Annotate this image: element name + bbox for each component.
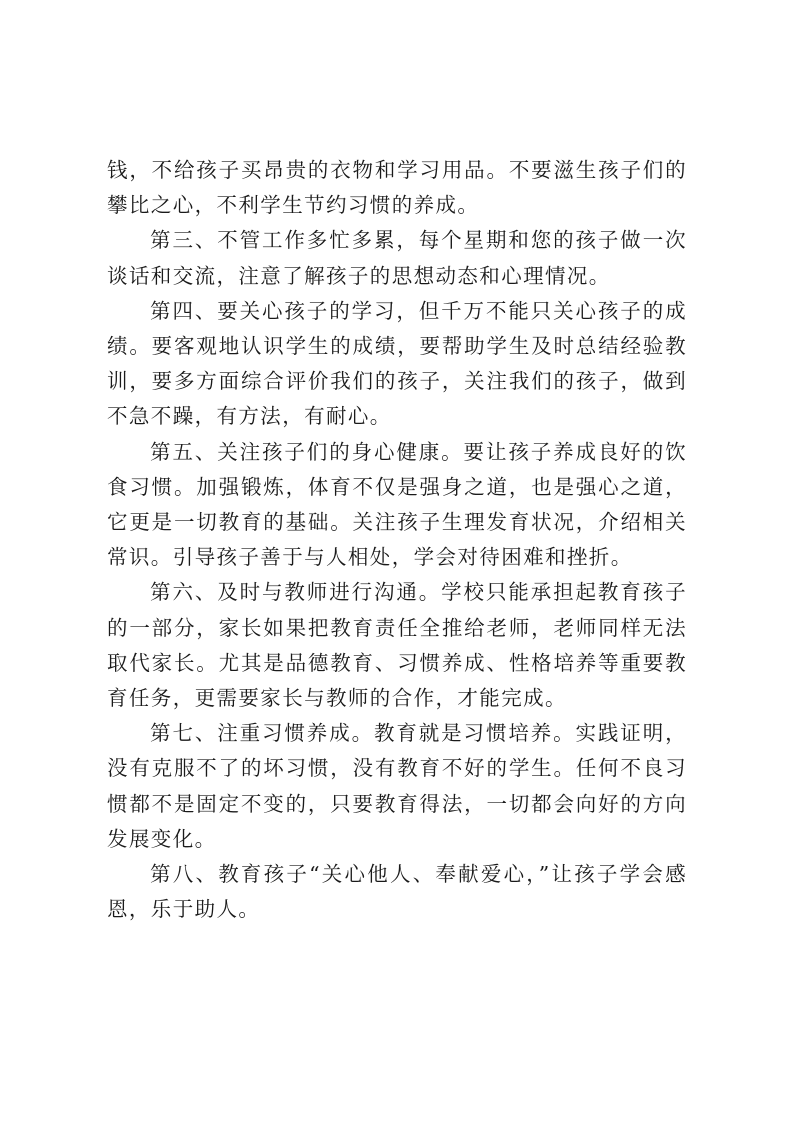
paragraph-item-5: 第五、关注孩子们的身心健康。要让孩子养成良好的饮食习惯。加强锻炼，体育不仅是强身之道，也是强心之道，它更是一切教育的基础。关注孩子生理发育状况，介绍相关常识。引导孩子善于与人相处，学会对待困难和挫折。 — [107, 439, 687, 570]
paragraph-item-4: 第四、要关心孩子的学习，但千万不能只关心孩子的成绩。要客观地认识学生的成绩，要帮助学生及时总结经验教训，要多方面综合评价我们的孩子，关注我们的孩子，做到不急不躁，有方法，有耐心。 — [107, 298, 687, 429]
paragraph-item-8: 第八、教育孩子“关心他人、奉献爱心，”让孩子学会感恩，乐于助人。 — [107, 862, 687, 922]
document-body — [107, 153, 687, 927]
paragraph-item-6: 第六、及时与教师进行沟通。学校只能承担起教育孩子的一部分，家长如果把教育责任全推给老师，老师同样无法取代家长。尤其是品德教育、习惯养成、性格培养等重要教育任务，更需要家长与教师的合作，才能完成。 — [107, 580, 687, 711]
paragraph-item-3: 第三、不管工作多忙多累，每个星期和您的孩子做一次谈话和交流，注意了解孩子的思想动态和心理情况。 — [107, 228, 687, 288]
paragraph-continuation: 钱，不给孩子买昂贵的衣物和学习用品。不要滋生孩子们的攀比之心，不利学生节约习惯的养成。 — [107, 158, 687, 218]
paragraph-item-7: 第七、注重习惯养成。教育就是习惯培养。实践证明，没有克服不了的坏习惯，没有教育不好的学生。任何不良习惯都不是固定不变的，只要教育得法，一切都会向好的方向发展变化。 — [107, 721, 687, 851]
